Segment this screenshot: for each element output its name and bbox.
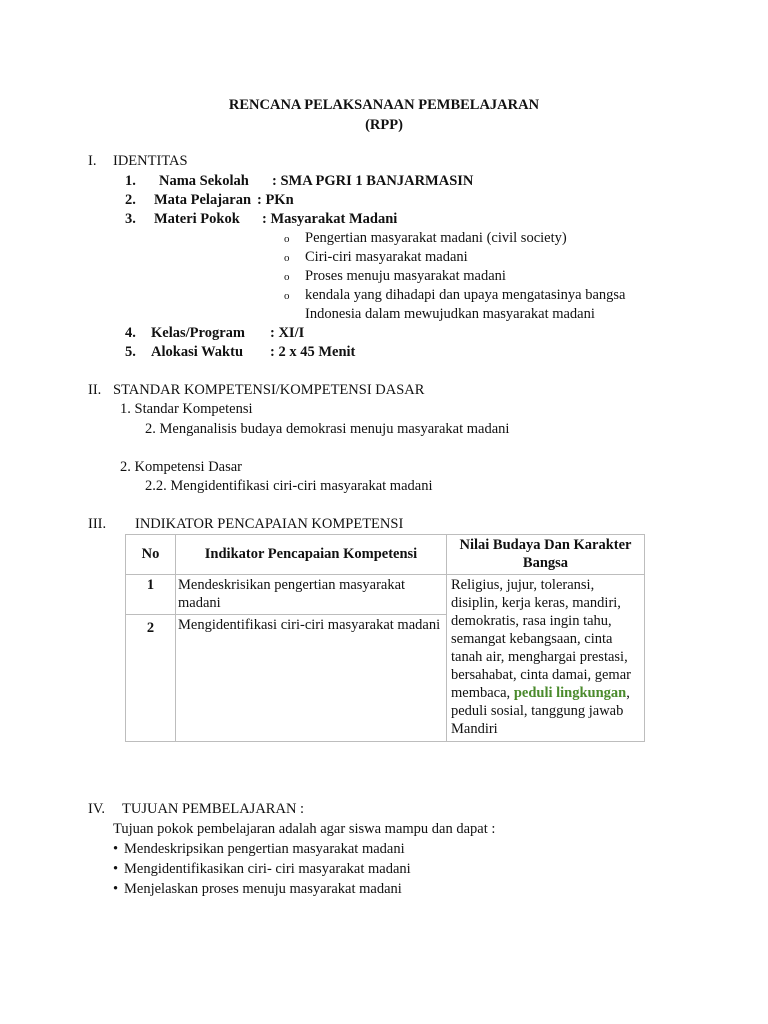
item-number: 2.	[125, 192, 136, 208]
nilai-text: Religius, jujur, toleransi, disiplin, kerja keras, mandiri, demokratis, rasa ingin tahu, semangat kebangsaan, cinta tanah air, menghargai prestasi, bersahabat, cinta damai, gemar membaca,	[451, 577, 631, 701]
value-alokasi-waktu: : 2 x 45 Menit	[270, 344, 356, 360]
indikator-cell: Mendeskrisikan pengertian masyarakat madani	[176, 575, 447, 615]
value-kelas-program: : XI/I	[270, 325, 305, 341]
value-materi-pokok: : Masyarakat Madani	[262, 211, 398, 227]
label-nama-sekolah: Nama Sekolah	[159, 173, 249, 189]
materi-sub-item-continuation: Indonesia dalam mewujudkan masyarakat madani	[305, 306, 595, 322]
materi-sub-item: kendala yang dihadapi dan upaya mengatasinya bangsa	[305, 287, 626, 303]
header-no: No	[126, 535, 176, 575]
row-number: 1	[126, 575, 176, 615]
table-header-row	[126, 535, 645, 575]
bullet-circle-icon: o	[284, 290, 290, 302]
standar-kompetensi-item: 2. Menganalisis budaya demokrasi menuju masyarakat madani	[145, 421, 510, 437]
section-heading-standar: STANDAR KOMPETENSI/KOMPETENSI DASAR	[113, 382, 425, 398]
kompetensi-dasar-label: 2. Kompetensi Dasar	[120, 459, 243, 475]
bullet-dot-icon: •	[113, 841, 119, 857]
section-heading-indikator: INDIKATOR PENCAPAIAN KOMPETENSI	[135, 516, 404, 532]
nilai-highlight: peduli lingkungan	[513, 685, 627, 701]
label-kelas-program: Kelas/Program	[151, 325, 245, 341]
item-number: 3.	[125, 211, 136, 227]
header-nilai: Nilai Budaya Dan Karakter Bangsa	[447, 535, 645, 575]
item-number: 1.	[125, 173, 136, 189]
materi-sub-item: Proses menuju masyarakat madani	[305, 268, 506, 284]
row-number: 2	[126, 615, 176, 742]
item-number: 5.	[125, 344, 136, 360]
tujuan-intro: Tujuan pokok pembelajaran adalah agar siswa mampu dan dapat :	[113, 821, 496, 837]
value-mata-pelajaran: : PKn	[257, 192, 294, 208]
header-indikator: Indikator Pencapaian Kompetensi	[176, 535, 447, 575]
section-heading-identitas: IDENTITAS	[113, 153, 188, 169]
label-materi-pokok: Materi Pokok	[154, 211, 240, 227]
kompetensi-dasar-item: 2.2. Mengidentifikasi ciri-ciri masyarakat madani	[145, 478, 433, 494]
item-number: 4.	[125, 325, 136, 341]
nilai-budaya-cell	[447, 575, 645, 742]
section-number: IV.	[88, 801, 106, 817]
bullet-dot-icon: •	[113, 881, 119, 897]
bullet-dot-icon: •	[113, 861, 119, 877]
tujuan-item: Menjelaskan proses menuju masyarakat madani	[124, 881, 402, 897]
section-number: II.	[88, 382, 102, 398]
materi-sub-item: Pengertian masyarakat madani (civil society)	[305, 230, 567, 246]
bullet-circle-icon: o	[284, 252, 290, 264]
table-row	[126, 575, 645, 615]
tujuan-item: Mengidentifikasikan ciri- ciri masyarakat madani	[124, 861, 411, 877]
tujuan-item: Mendeskripsikan pengertian masyarakat madani	[124, 841, 405, 857]
bullet-circle-icon: o	[284, 233, 290, 245]
section-heading-tujuan: TUJUAN PEMBELAJARAN :	[122, 801, 305, 817]
document-title: RENCANA PELAKSANAAN PEMBELAJARAN	[228, 97, 540, 113]
indikator-table	[125, 534, 645, 742]
section-number: I.	[88, 153, 97, 169]
value-nama-sekolah: : SMA PGRI 1 BANJARMASIN	[272, 173, 474, 189]
bullet-circle-icon: o	[284, 271, 290, 283]
label-mata-pelajaran: Mata Pelajaran	[154, 192, 252, 208]
standar-kompetensi-label: 1. Standar Kompetensi	[120, 401, 253, 417]
materi-sub-item: Ciri-ciri masyarakat madani	[305, 249, 468, 265]
nilai-text-after: , peduli sosial, tanggung jawab Mandiri	[451, 685, 630, 737]
label-alokasi-waktu: Alokasi Waktu	[151, 344, 244, 360]
section-number: III.	[88, 516, 107, 532]
indikator-cell: Mengidentifikasi ciri-ciri masyarakat madani	[176, 615, 447, 742]
document-subtitle: (RPP)	[365, 117, 403, 133]
